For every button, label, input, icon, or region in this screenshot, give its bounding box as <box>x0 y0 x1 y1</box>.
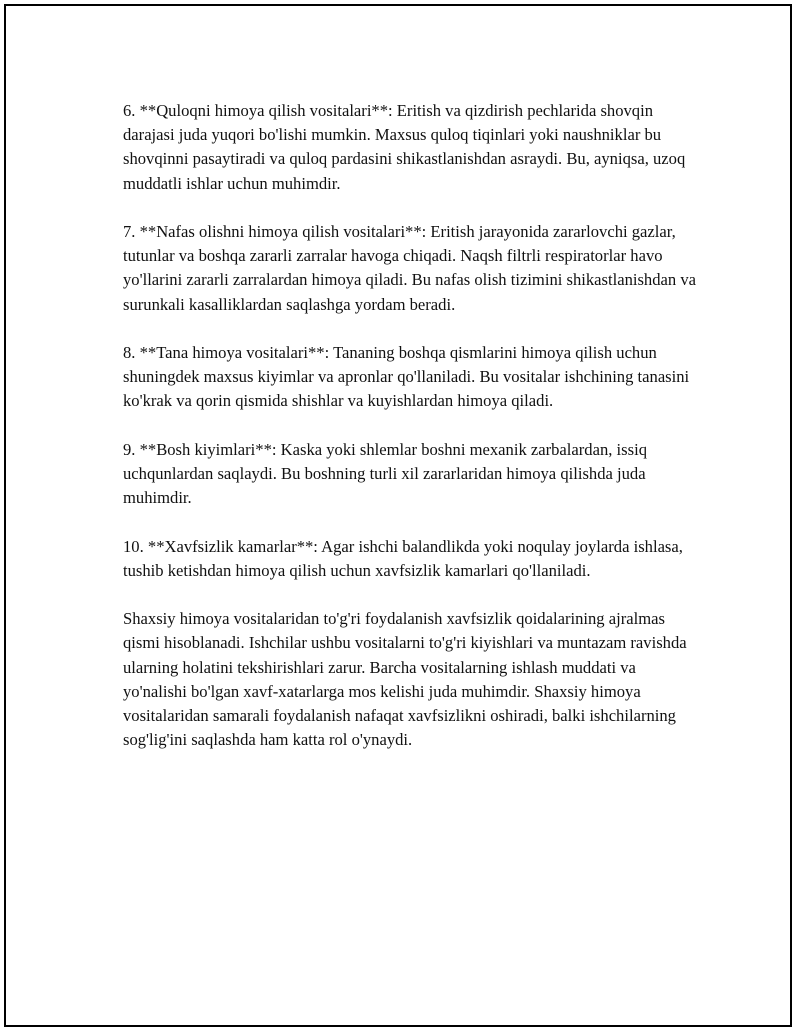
paragraph-item-10: 10. **Xavfsizlik kamarlar**: Agar ishchi balandlikda yoki noqulay joylarda ishlasa, tushib ketishdan himoya qilish uchun xavfsizlik kamarlari qo'llaniladi. <box>123 536 683 580</box>
paragraph-item-6: 6. **Quloqni himoya qilish vositalari**: Eritish va qizdirish pechlarida shovqin darajasi juda yuqori bo'lishi mumkin. Maxsus quloq tiqinlari yoki naushniklar bu shovqinni pasaytiradi va quloq pardasini shikastlanishdan asraydi. Bu, ayniqsa, uzoq muddatli ishlar uchun muhimdir. <box>123 101 686 193</box>
paragraph-conclusion: Shaxsiy himoya vositalaridan to'g'ri foydalanish xavfsizlik qoidalarining ajralmas qismi hisoblanadi. Ishchilar ushbu vositalarni to'g'ri kiyishlari va muntazam ravishda ularning holatini tekshirishlari zarur. Barcha vositalarning ishlash muddati va yo'nalishi bo'lgan xavf-xatarlarga mos kelishi juda muhimdir. Shaxsiy himoya vositalaridan samarali foydalanish nafaqat xavfsizlikni oshiradi, balki ishchilarning sog'lig'ini saqlashda ham katta rol o'ynaydi. <box>123 609 687 750</box>
document-body <box>123 99 703 777</box>
paragraph-item-9: 9. **Bosh kiyimlari**: Kaska yoki shlemlar boshni mexanik zarbalardan, issiq uchqunlardan saqlaydi. Bu boshning turli xil zararlaridan himoya qilishda juda muhimdir. <box>123 439 647 508</box>
page-frame <box>4 4 792 1027</box>
paragraph-item-7: 7. **Nafas olishni himoya qilish vositalari**: Eritish jarayonida zararlovchi gazlar, tutunlar va boshqa zararli zarralar havoga chiqadi. Naqsh filtrli respiratorlar havo yo'llarini zararli zarralardan himoya qiladi. Bu nafas olish tizimini shikastlanishdan va surunkali kasalliklardan saqlashga yordam beradi. <box>123 222 697 314</box>
paragraph-item-8: 8. **Tana himoya vositalari**: Tananing boshqa qismlarini himoya qilish uchun shuningdek maxsus kiyimlar va apronlar qo'llaniladi. Bu vositalar ishchining tanasini ko'krak va qorin qismida shishlar va kuyishlardan himoya qiladi. <box>123 343 690 411</box>
